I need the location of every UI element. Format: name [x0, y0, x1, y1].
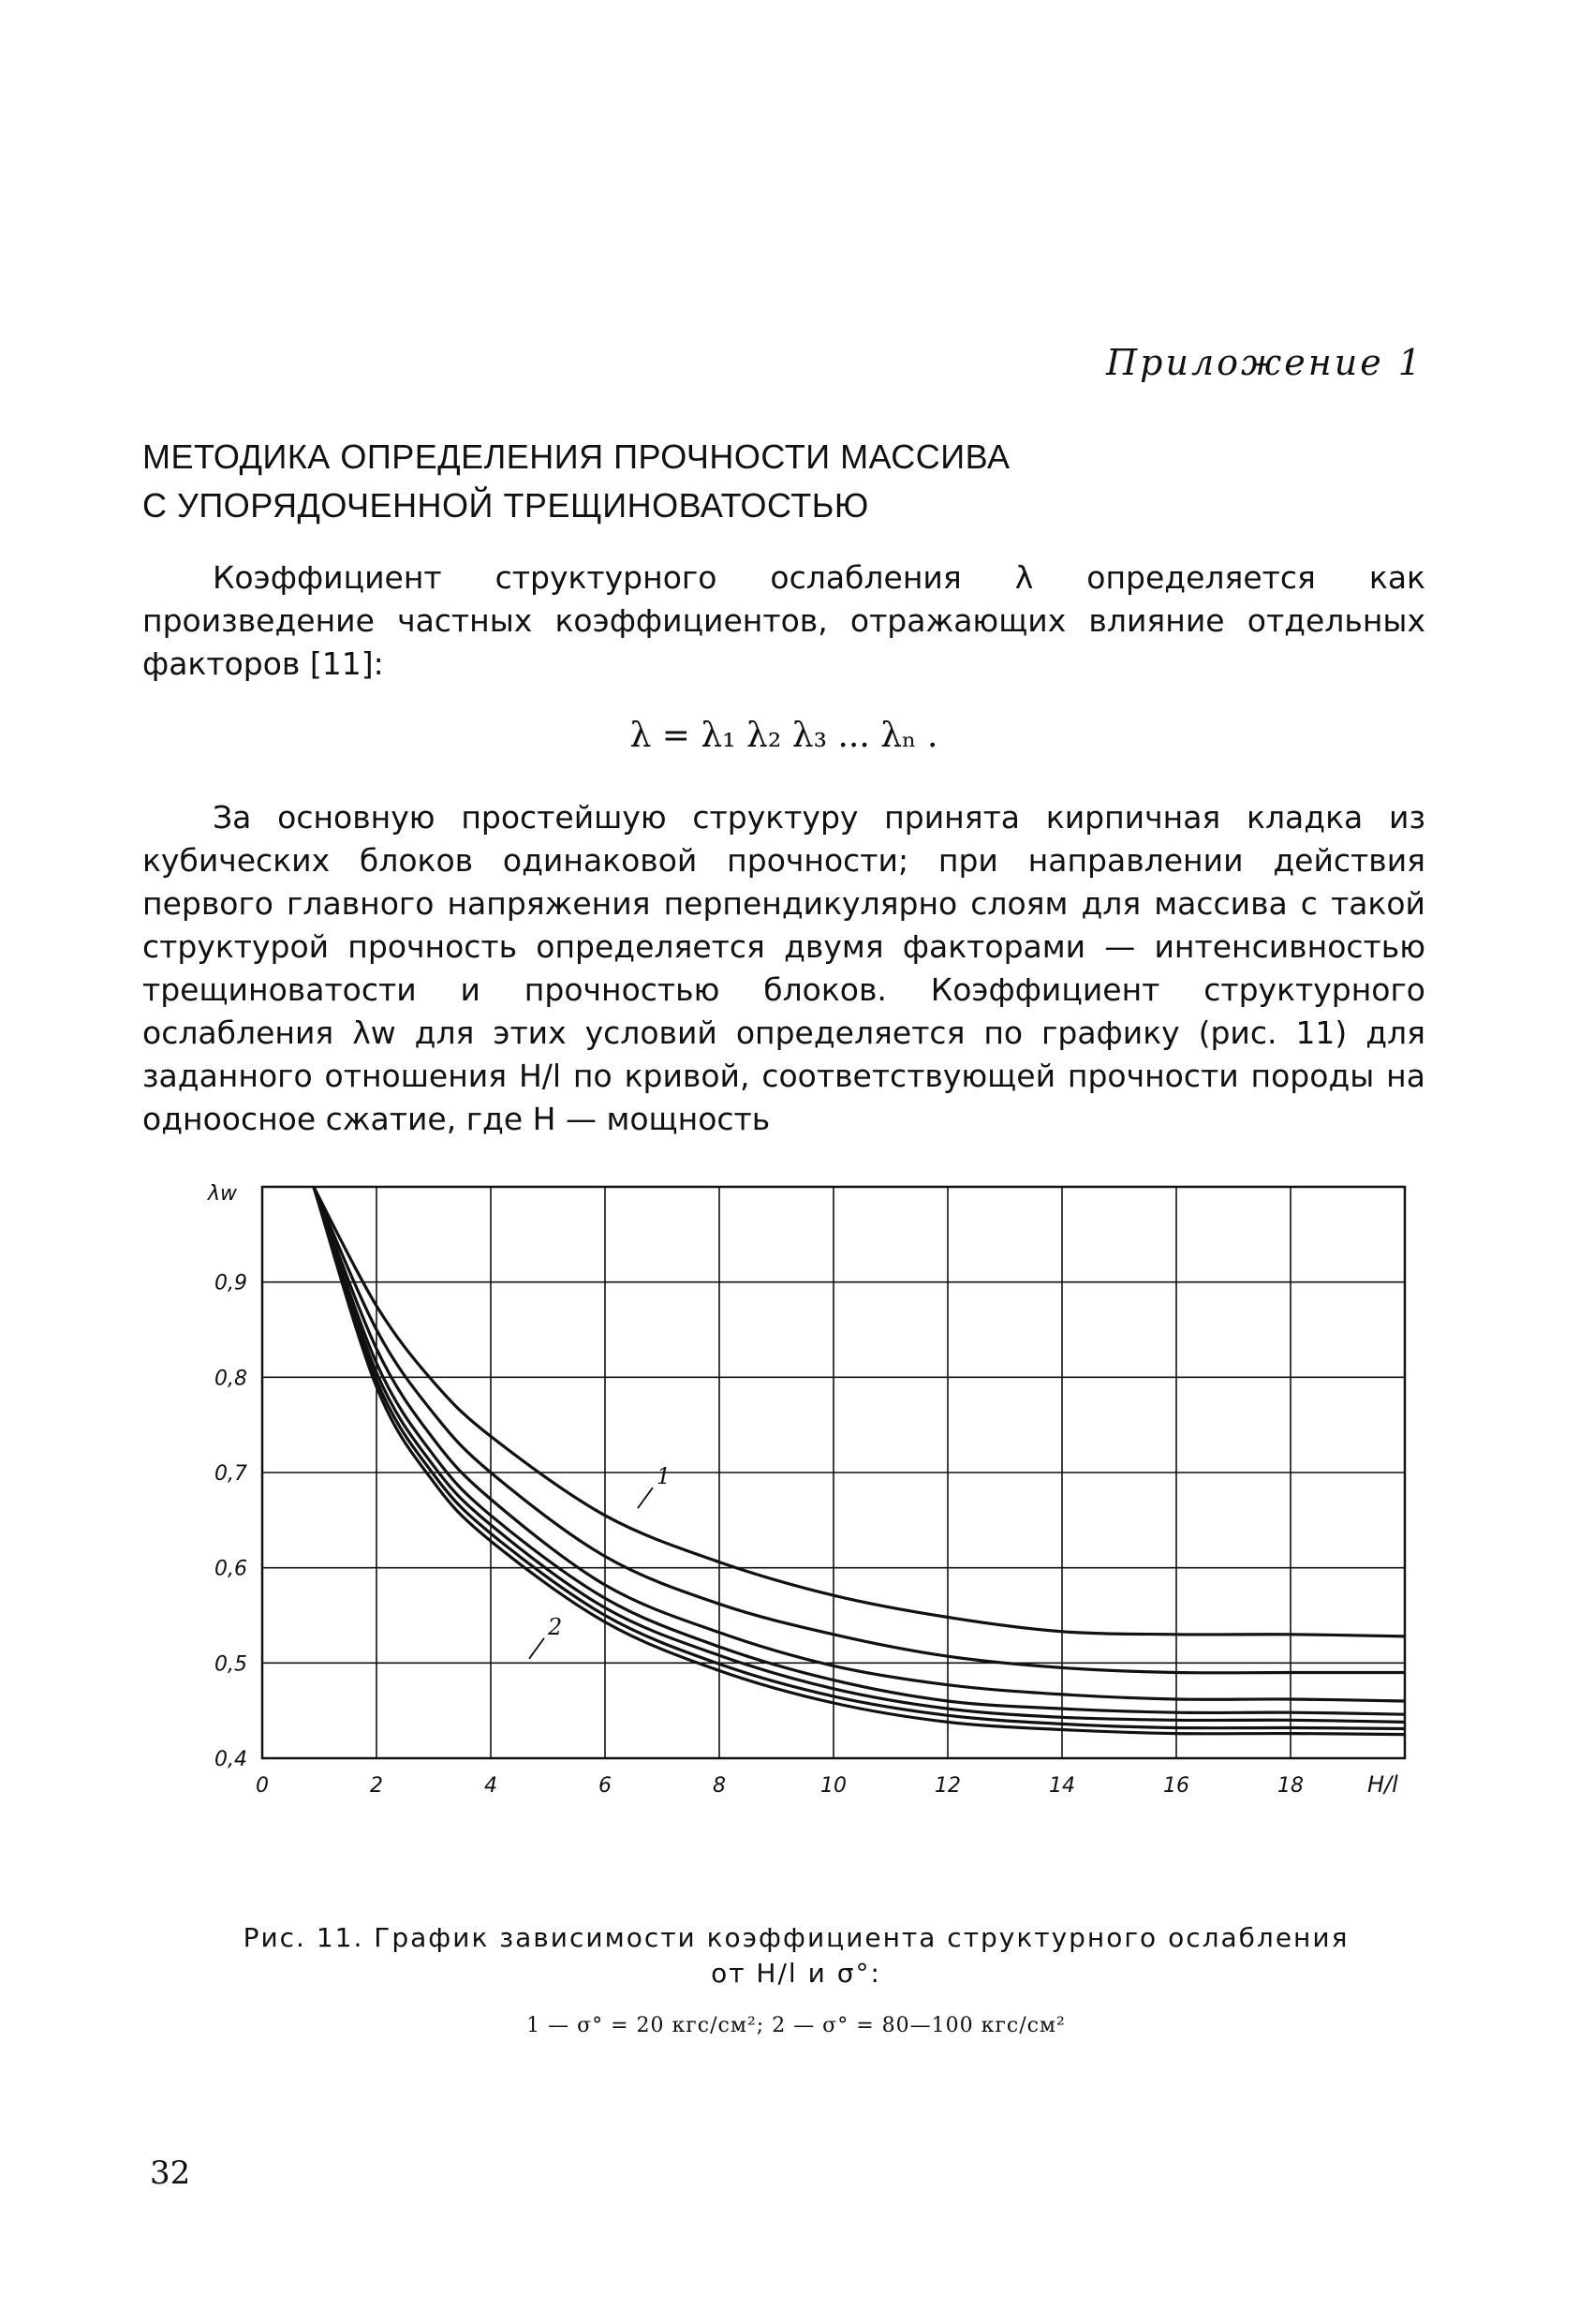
chart-svg: [178, 1166, 1433, 1878]
x-tick-label: 4: [484, 1774, 497, 1798]
y-tick-label: 0,5: [214, 1652, 247, 1677]
curve-label-2: 2: [548, 1613, 563, 1640]
figure-11-chart: [178, 1166, 1433, 1878]
x-tick-label: 18: [1277, 1774, 1304, 1798]
x-tick-label: 6: [598, 1774, 612, 1798]
x-tick-label: 14: [1049, 1774, 1075, 1798]
curve-label-1: 1: [656, 1463, 672, 1490]
x-tick-label: 0: [256, 1774, 269, 1798]
y-axis-label: λw: [208, 1182, 238, 1206]
y-tick-label: 0,6: [214, 1557, 247, 1581]
x-tick-label: 16: [1163, 1774, 1189, 1798]
page-number: 32: [150, 2154, 191, 2192]
section-title-line-1: МЕТОДИКА ОПРЕДЕЛЕНИЯ ПРОЧНОСТИ МАССИВА: [142, 437, 1011, 476]
y-tick-label: 0,9: [214, 1271, 247, 1295]
curve-series-6: [314, 1187, 1405, 1729]
caption-line-1: [187, 1920, 1405, 1956]
x-axis-end-label: H/l: [1367, 1771, 1398, 1798]
x-tick-label: 10: [820, 1774, 847, 1798]
y-tick-label: 0,8: [214, 1367, 247, 1391]
caption-figure-label: Рис. 11.: [243, 1922, 364, 1953]
paragraph-1: Коэффициент структурного ослабления λ определяется как произведение частных коэффициентов, отражающих влияние отдельных факторов [11]:: [142, 559, 1425, 682]
figure-caption: [187, 1920, 1405, 1991]
section-title: [142, 433, 1360, 530]
y-tick-label: 0,4: [214, 1748, 247, 1771]
x-tick-label: 12: [935, 1774, 961, 1798]
paragraph-2: За основную простейшую структуру принята кирпичная кладка из кубических блоков одинаковой прочности; при направлении действия первого главного напряжения перпендикулярно слоям для массива с такой структурой прочность определяется двумя факторами — интенсивностью трещиноватости и прочностью блоков. Коэффициент структурного ослабления λw для этих условий определяется по графику (рис. 11) для заданного отношения H/l по кривой, соответствующей прочности породы на одноосное сжатие, где H — мощность: [142, 799, 1425, 1137]
curve-series-5: [314, 1187, 1405, 1722]
caption-text-1: График зависимости коэффициента структурного ослабления: [374, 1922, 1350, 1953]
figure-legend: 1 — σ° = 20 кгс/см²; 2 — σ° = 80—100 кгс/см²: [526, 2014, 1066, 2037]
curve-label-leader: [529, 1638, 544, 1659]
caption-text-2: от H/l и σ°:: [711, 1958, 881, 1989]
curve-label-leader: [638, 1488, 653, 1508]
x-tick-label: 2: [370, 1774, 383, 1798]
formula: λ = λ₁ λ₂ λ₃ ... λₙ .: [629, 717, 938, 755]
curve-series-3: [314, 1187, 1405, 1701]
curve-series-1: [314, 1187, 1405, 1636]
y-tick-label: 0,7: [214, 1462, 247, 1486]
appendix-label: Приложение 1: [1106, 342, 1424, 383]
section-title-line-2: С УПОРЯДОЧЕННОЙ ТРЕЩИНОВАТОСТЬЮ: [142, 486, 869, 525]
x-tick-label: 8: [713, 1774, 726, 1798]
